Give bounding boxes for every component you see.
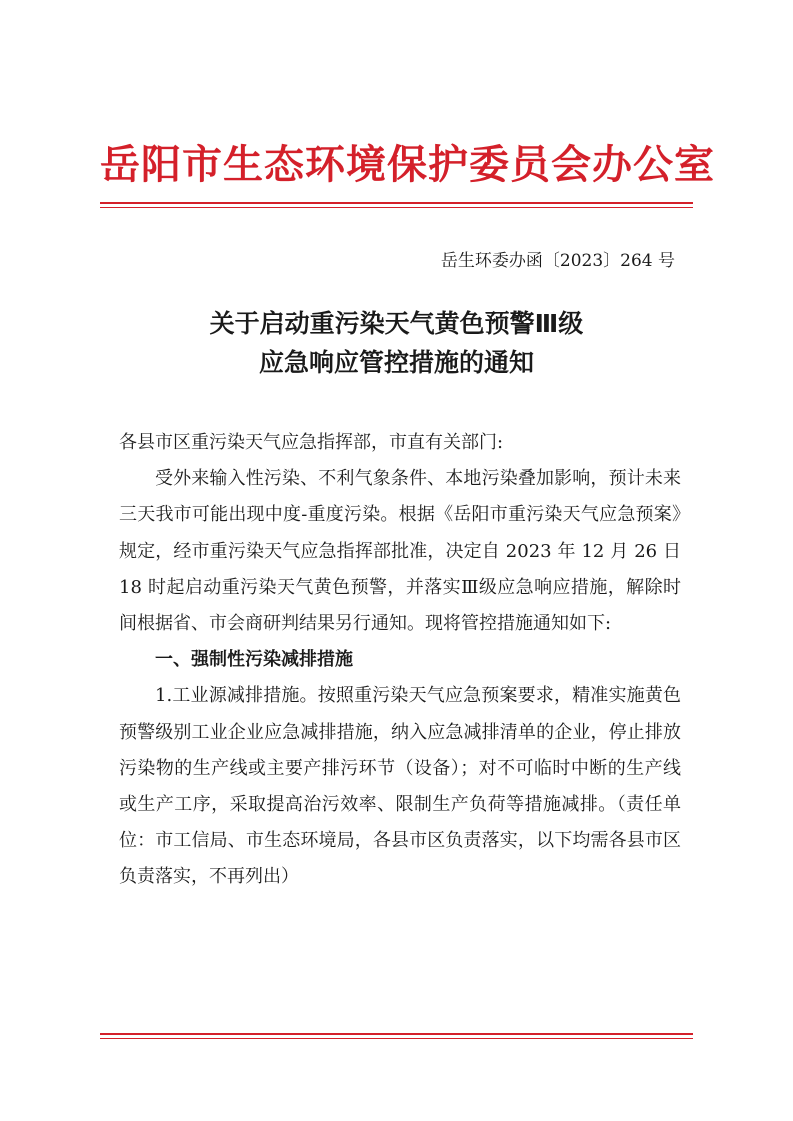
document-title-line-1: 关于启动重污染天气黄色预警Ⅲ级 xyxy=(209,309,584,338)
red-divider-top-thin xyxy=(100,207,693,208)
body-paragraph-2: 1.工业源减排措施。按照重污染天气应急预案要求，精准实施黄色预警级别工业企业应急减排措施，纳入应急减排清单的企业，停止排放污染物的生产线或主要产排污环节（设备）；对不可临时中断的生产线或生产工序，采取提高治污效率、限制生产负荷等措施减排。（责任单位：市工信局、市生态环境局，各县市区负责落实，以下均需各县市区负责落实，不再列出） xyxy=(119,685,681,888)
document-body xyxy=(119,425,681,896)
red-divider-bottom-thin xyxy=(100,1038,693,1039)
issuing-organization-header: 岳阳市生态环境保护委员会办公室 xyxy=(100,141,715,188)
red-divider-top-thick xyxy=(100,202,693,204)
document-number: 岳生环委办函〔2023〕264 号 xyxy=(440,251,675,271)
body-paragraph-1: 受外来输入性污染、不利气象条件、本地污染叠加影响，预计未来三天我市可能出现中度-重度污染。根据《岳阳市重污染天气应急预案》规定，经市重污染天气应急指挥部批准，决定自 2023 年 12 月 26 日 18 时起启动重污染天气黄色预警，并落实Ⅲ级应急响应措施，解除时间根据省、市会商研判结果另行通知。现将管控措施通知如下: xyxy=(119,468,681,635)
salutation: 各县市区重污染天气应急指挥部，市直有关部门: xyxy=(119,432,504,453)
red-divider-bottom-thick xyxy=(100,1033,693,1035)
document-title-line-2: 应急响应管控措施的通知 xyxy=(258,348,534,377)
section-heading-1: 一、强制性污染减排措施 xyxy=(155,649,353,671)
